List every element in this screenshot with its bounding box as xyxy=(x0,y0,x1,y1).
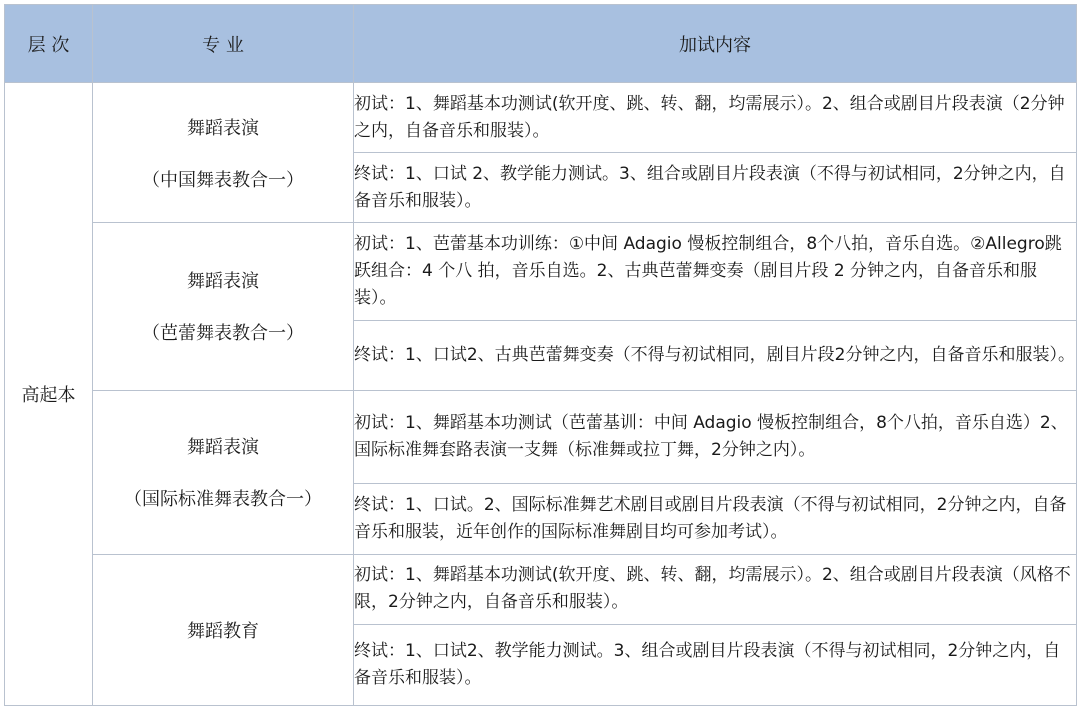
major-name: 舞蹈表演 xyxy=(187,271,259,293)
major-cell-ballet xyxy=(93,223,354,391)
final-exam-cell: 终试：1、口试2、古典芭蕾舞变奏（不得与初试相同，剧目片段2分钟之内，自备音乐和服装）。 xyxy=(354,320,1077,390)
major-name: 舞蹈教育 xyxy=(187,620,259,642)
major-name: 舞蹈表演 xyxy=(187,437,259,459)
final-exam-cell: 终试：1、口试 2、教学能力测试。3、组合或剧目片段表演（不得与初试相同，2分钟之内，自备音乐和服装）。 xyxy=(354,153,1077,223)
table-row xyxy=(5,83,1077,153)
table-row xyxy=(5,554,1077,624)
table-row xyxy=(5,390,1077,483)
major-subtitle: （芭蕾舞表教合一） xyxy=(142,323,304,345)
major-name: 舞蹈表演 xyxy=(187,117,259,139)
major-cell-dance-education xyxy=(93,554,354,705)
major-cell-ballroom xyxy=(93,390,354,554)
header-major: 专 业 xyxy=(93,5,354,83)
final-exam-cell: 终试：1、口试。2、国际标准舞艺术剧目或剧目片段表演（不得与初试相同，2分钟之内，自备音乐和服装，近年创作的国际标准舞剧目均可参加考试）。 xyxy=(354,483,1077,554)
initial-exam-cell: 初试：1、芭蕾基本功训练：①中间 Adagio 慢板控制组合，8个八拍，音乐自选。②Allegro跳跃组合：4 个八 拍，音乐自选。2、古典芭蕾舞变奏（剧目片段 2 分钟之内，自备音乐和服装）。 xyxy=(354,223,1077,321)
header-level: 层 次 xyxy=(5,5,93,83)
header-content: 加试内容 xyxy=(354,5,1077,83)
final-exam-cell: 终试：1、口试2、教学能力测试。3、组合或剧目片段表演（不得与初试相同，2分钟之内，自备音乐和服装）。 xyxy=(354,624,1077,705)
exam-content-table xyxy=(4,4,1077,706)
table-header-row xyxy=(5,5,1077,83)
major-subtitle: （国际标准舞表教合一） xyxy=(124,489,322,511)
major-cell-chinese-dance xyxy=(93,83,354,223)
level-cell: 高起本 xyxy=(5,83,93,706)
table-row xyxy=(5,223,1077,321)
initial-exam-cell: 初试：1、舞蹈基本功测试(软开度、跳、转、翻，均需展示）。2、组合或剧目片段表演（2分钟之内，自备音乐和服装）。 xyxy=(354,83,1077,153)
major-subtitle: （中国舞表教合一） xyxy=(142,169,304,191)
initial-exam-cell: 初试：1、舞蹈基本功测试(软开度、跳、转、翻，均需展示）。2、组合或剧目片段表演（风格不限，2分钟之内，自备音乐和服装）。 xyxy=(354,554,1077,624)
initial-exam-cell: 初试：1、舞蹈基本功测试（芭蕾基训：中间 Adagio 慢板控制组合，8个八拍，音乐自选）2、国际标准舞套路表演一支舞（标准舞或拉丁舞，2分钟之内）。 xyxy=(354,390,1077,483)
